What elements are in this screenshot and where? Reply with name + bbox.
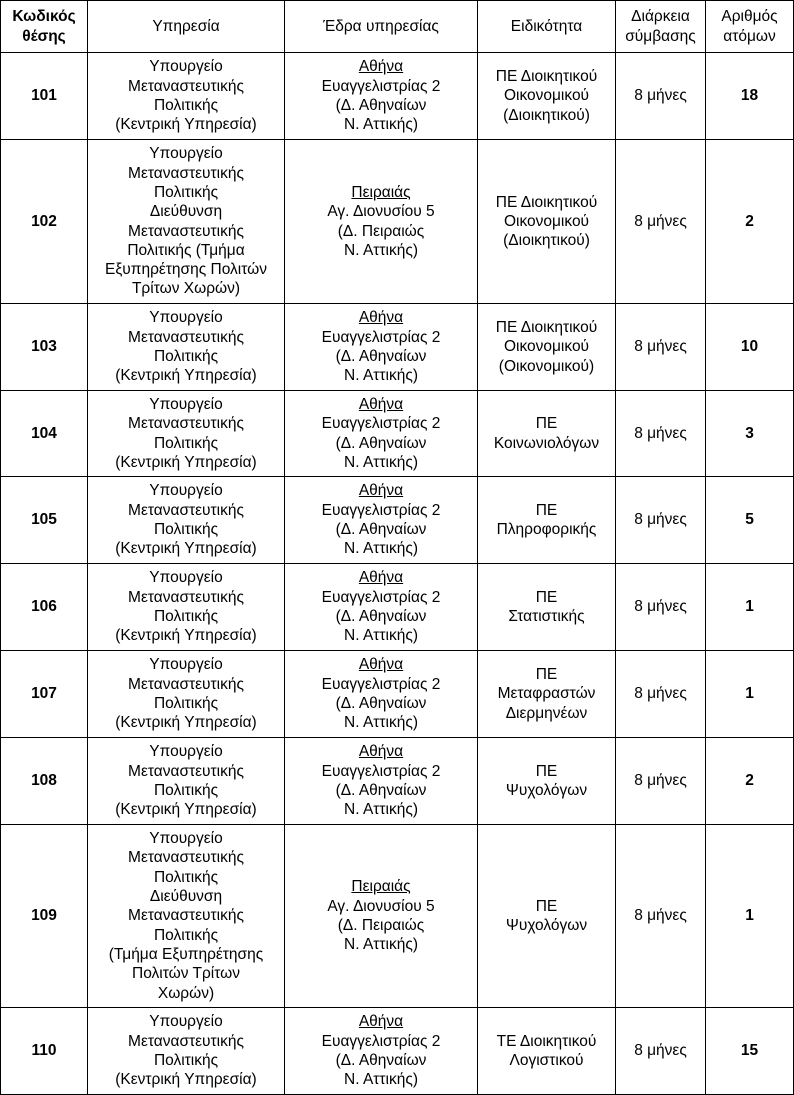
- location-cell: [285, 53, 478, 140]
- table-row: [1, 651, 794, 738]
- contract-duration: 8 μήνες: [616, 1008, 706, 1095]
- specialty-cell: [478, 564, 616, 651]
- service-line: Μεταναστευτικής: [128, 77, 244, 95]
- header-code: Κωδικός θέσης: [1, 1, 88, 53]
- contract-duration: 8 μήνες: [616, 53, 706, 140]
- address-line: (Δ. Αθηναίων: [335, 695, 427, 712]
- table-row: [1, 477, 794, 564]
- service-line: Μεταναστευτικής: [128, 501, 244, 519]
- contract-duration: 8 μήνες: [616, 391, 706, 477]
- location-cell: [285, 391, 478, 477]
- service-line: (Κεντρική Υπηρεσία): [115, 116, 257, 134]
- service-line: Υπουργείο: [149, 830, 223, 848]
- service-line: Πολιτικής: [153, 434, 219, 452]
- service-cell: [88, 391, 285, 477]
- service-line: Μεταναστευτικής: [128, 588, 244, 606]
- location-cell: [285, 564, 478, 651]
- specialty-line: ΠΕ Διοικητικού: [495, 68, 598, 86]
- service-line: Πολιτικής: [153, 868, 219, 886]
- specialty-line: Διερμηνέων: [505, 704, 588, 722]
- specialty-line: Κοινωνιολόγων: [493, 434, 600, 452]
- service-line: Υπουργείο: [149, 58, 223, 76]
- table-row: [1, 1008, 794, 1095]
- service-line: (Κεντρική Υπηρεσία): [115, 453, 257, 471]
- specialty-line: (Διοικητικού): [503, 232, 590, 250]
- specialty-cell: [478, 1008, 616, 1095]
- table-row: [1, 53, 794, 140]
- header-count: Αριθμός ατόμων: [706, 1, 794, 53]
- table-row: [1, 391, 794, 477]
- city-name: Πειραιάς: [351, 183, 411, 201]
- address-line: Ν. Αττικής): [344, 627, 418, 645]
- service-line: Πολιτικής: [153, 521, 219, 538]
- specialty-cell: [478, 477, 616, 564]
- specialty-line: Λογιστικού: [509, 1052, 584, 1069]
- service-line: Πολιτικής: [153, 348, 219, 365]
- service-line: Πολιτικής: [153, 1052, 219, 1069]
- contract-duration: 8 μήνες: [616, 738, 706, 825]
- service-line: Μεταναστευτικής: [128, 849, 244, 867]
- service-line: Πολιτών Τρίτων: [132, 965, 240, 983]
- specialty-line: ΠΕ Διοικητικού: [495, 193, 598, 211]
- service-line: (Τμήμα Εξυπηρέτησης: [108, 945, 264, 963]
- persons-count: 1: [706, 564, 794, 651]
- contract-duration: 8 μήνες: [616, 825, 706, 1008]
- contract-duration: 8 μήνες: [616, 564, 706, 651]
- service-line: Μεταναστευτικής: [128, 222, 244, 240]
- service-line: Πολιτικής: [153, 608, 219, 625]
- service-line: Πολιτικής: [153, 695, 219, 712]
- service-line: Πολιτικής: [153, 782, 219, 799]
- specialty-line: ΠΕ: [535, 666, 558, 684]
- table-body: [1, 53, 794, 1095]
- city-name: Πειραιάς: [351, 878, 411, 896]
- service-cell: [88, 304, 285, 391]
- location-cell: [285, 738, 478, 825]
- service-cell: [88, 738, 285, 825]
- service-line: Μεταναστευτικής: [128, 762, 244, 780]
- city-name: Αθήνα: [358, 656, 404, 674]
- specialty-cell: [478, 738, 616, 825]
- persons-count: 2: [706, 140, 794, 304]
- address-line: Ν. Αττικής): [344, 453, 418, 471]
- specialty-line: Ψυχολόγων: [505, 917, 588, 934]
- service-line: Υπουργείο: [149, 395, 223, 413]
- header-service: Υπηρεσία: [88, 1, 285, 53]
- address-line: Αγ. Διονυσίου 5: [327, 897, 435, 915]
- service-line: Πολιτικής: [153, 183, 219, 201]
- city-name: Αθήνα: [358, 482, 404, 500]
- specialty-cell: [478, 651, 616, 738]
- address-line: Αγ. Διονυσίου 5: [327, 203, 435, 221]
- address-line: Ευαγγελιστρίας 2: [321, 1032, 441, 1050]
- city-name: Αθήνα: [358, 309, 404, 327]
- service-line: Μεταναστευτικής: [128, 328, 244, 346]
- position-code: 109: [1, 825, 88, 1008]
- contract-duration: 8 μήνες: [616, 304, 706, 391]
- location-cell: [285, 651, 478, 738]
- service-line: Υπουργείο: [149, 309, 223, 327]
- table-row: [1, 738, 794, 825]
- address-line: Ν. Αττικής): [344, 801, 418, 819]
- service-cell: [88, 477, 285, 564]
- service-line: Υπουργείο: [149, 1013, 223, 1031]
- persons-count: 15: [706, 1008, 794, 1095]
- specialty-line: (Οικονομικού): [498, 357, 595, 375]
- header-specialty: Ειδικότητα: [478, 1, 616, 53]
- persons-count: 1: [706, 825, 794, 1008]
- service-line: Υπουργείο: [149, 656, 223, 674]
- service-line: Πολιτικής (Τμήμα: [127, 241, 245, 259]
- city-name: Αθήνα: [358, 58, 404, 76]
- address-line: Ευαγγελιστρίας 2: [321, 762, 441, 780]
- specialty-line: ΠΕ: [535, 501, 558, 519]
- service-line: Υπουργείο: [149, 482, 223, 500]
- specialty-cell: [478, 825, 616, 1008]
- header-duration: Διάρκεια σύμβασης: [616, 1, 706, 53]
- position-code: 108: [1, 738, 88, 825]
- persons-count: 3: [706, 391, 794, 477]
- location-cell: [285, 825, 478, 1008]
- service-line: (Κεντρική Υπηρεσία): [115, 1071, 257, 1089]
- table-row: [1, 825, 794, 1008]
- service-line: Μεταναστευτικής: [128, 415, 244, 433]
- specialty-line: Μεταφραστών: [497, 685, 596, 703]
- specialty-line: ΠΕ: [535, 897, 558, 915]
- city-name: Αθήνα: [358, 569, 404, 587]
- specialty-cell: [478, 53, 616, 140]
- service-cell: [88, 564, 285, 651]
- location-cell: [285, 304, 478, 391]
- address-line: Ν. Αττικής): [344, 540, 418, 558]
- specialty-line: Οικονομικού: [503, 87, 590, 105]
- address-line: Ν. Αττικής): [344, 936, 418, 954]
- service-cell: [88, 825, 285, 1008]
- address-line: (Δ. Αθηναίων: [335, 434, 427, 452]
- specialty-line: ΠΕ: [535, 762, 558, 780]
- specialty-cell: [478, 391, 616, 477]
- position-code: 105: [1, 477, 88, 564]
- address-line: (Δ. Πειραιώς: [337, 222, 425, 240]
- service-line: Χωρών): [157, 984, 215, 1002]
- service-cell: [88, 1008, 285, 1095]
- persons-count: 18: [706, 53, 794, 140]
- position-code: 104: [1, 391, 88, 477]
- address-line: (Δ. Αθηναίων: [335, 348, 427, 365]
- position-code: 107: [1, 651, 88, 738]
- persons-count: 1: [706, 651, 794, 738]
- persons-count: 10: [706, 304, 794, 391]
- address-line: Ευαγγελιστρίας 2: [321, 675, 441, 693]
- service-line: Πολιτικής: [153, 926, 219, 944]
- specialty-line: ΠΕ: [535, 588, 558, 606]
- position-code: 102: [1, 140, 88, 304]
- address-line: (Δ. Αθηναίων: [335, 1052, 427, 1069]
- service-line: (Κεντρική Υπηρεσία): [115, 714, 257, 732]
- city-name: Αθήνα: [358, 395, 404, 413]
- address-line: Ευαγγελιστρίας 2: [321, 588, 441, 606]
- table-row: [1, 140, 794, 304]
- address-line: (Δ. Αθηναίων: [335, 97, 427, 114]
- specialty-line: Οικονομικού: [503, 338, 590, 356]
- address-line: Ν. Αττικής): [344, 714, 418, 732]
- contract-duration: 8 μήνες: [616, 140, 706, 304]
- service-line: (Κεντρική Υπηρεσία): [115, 367, 257, 385]
- address-line: (Δ. Αθηναίων: [335, 608, 427, 625]
- address-line: Ν. Αττικής): [344, 367, 418, 385]
- service-line: Μεταναστευτικής: [128, 675, 244, 693]
- position-code: 103: [1, 304, 88, 391]
- position-code: 110: [1, 1008, 88, 1095]
- specialty-line: (Διοικητικού): [503, 106, 590, 124]
- service-line: (Κεντρική Υπηρεσία): [115, 801, 257, 819]
- address-line: Ευαγγελιστρίας 2: [321, 328, 441, 346]
- address-line: Ευαγγελιστρίας 2: [321, 501, 441, 519]
- service-line: Διεύθυνση: [149, 203, 223, 221]
- service-line: (Κεντρική Υπηρεσία): [115, 627, 257, 645]
- address-line: Ν. Αττικής): [344, 241, 418, 259]
- specialty-line: Στατιστικής: [508, 608, 585, 625]
- specialty-cell: [478, 140, 616, 304]
- address-line: Ευαγγελιστρίας 2: [321, 415, 441, 433]
- specialty-cell: [478, 304, 616, 391]
- address-line: (Δ. Πειραιώς: [337, 917, 425, 934]
- location-cell: [285, 140, 478, 304]
- address-line: (Δ. Αθηναίων: [335, 782, 427, 799]
- specialty-line: ΠΕ: [535, 415, 558, 433]
- location-cell: [285, 1008, 478, 1095]
- address-line: (Δ. Αθηναίων: [335, 521, 427, 538]
- address-line: Ν. Αττικής): [344, 116, 418, 134]
- contract-duration: 8 μήνες: [616, 651, 706, 738]
- service-line: Υπουργείο: [149, 743, 223, 761]
- position-code: 101: [1, 53, 88, 140]
- service-line: Εξυπηρέτησης Πολιτών: [105, 261, 267, 279]
- service-line: Διεύθυνση: [149, 888, 223, 906]
- service-line: Μεταναστευτικής: [128, 164, 244, 182]
- specialty-line: Ψυχολόγων: [505, 782, 588, 799]
- contract-duration: 8 μήνες: [616, 477, 706, 564]
- service-line: Υπουργείο: [149, 569, 223, 587]
- service-line: (Κεντρική Υπηρεσία): [115, 540, 257, 558]
- service-cell: [88, 651, 285, 738]
- service-line: Μεταναστευτικής: [128, 907, 244, 925]
- city-name: Αθήνα: [358, 1013, 404, 1031]
- service-line: Τρίτων Χωρών): [131, 280, 241, 298]
- address-line: Ν. Αττικής): [344, 1071, 418, 1089]
- persons-count: 2: [706, 738, 794, 825]
- table-header-row: [1, 1, 794, 53]
- city-name: Αθήνα: [358, 743, 404, 761]
- specialty-line: ΤΕ Διοικητικού: [496, 1032, 597, 1050]
- position-code: 106: [1, 564, 88, 651]
- service-cell: [88, 53, 285, 140]
- specialty-line: Οικονομικού: [503, 212, 590, 230]
- table-row: [1, 304, 794, 391]
- service-cell: [88, 140, 285, 304]
- location-cell: [285, 477, 478, 564]
- service-line: Πολιτικής: [153, 97, 219, 114]
- specialty-line: Πληροφορικής: [496, 521, 597, 538]
- service-line: Μεταναστευτικής: [128, 1032, 244, 1050]
- specialty-line: ΠΕ Διοικητικού: [495, 319, 598, 337]
- header-location: Έδρα υπηρεσίας: [285, 1, 478, 53]
- persons-count: 5: [706, 477, 794, 564]
- service-line: Υπουργείο: [149, 145, 223, 163]
- table-row: [1, 564, 794, 651]
- address-line: Ευαγγελιστρίας 2: [321, 77, 441, 95]
